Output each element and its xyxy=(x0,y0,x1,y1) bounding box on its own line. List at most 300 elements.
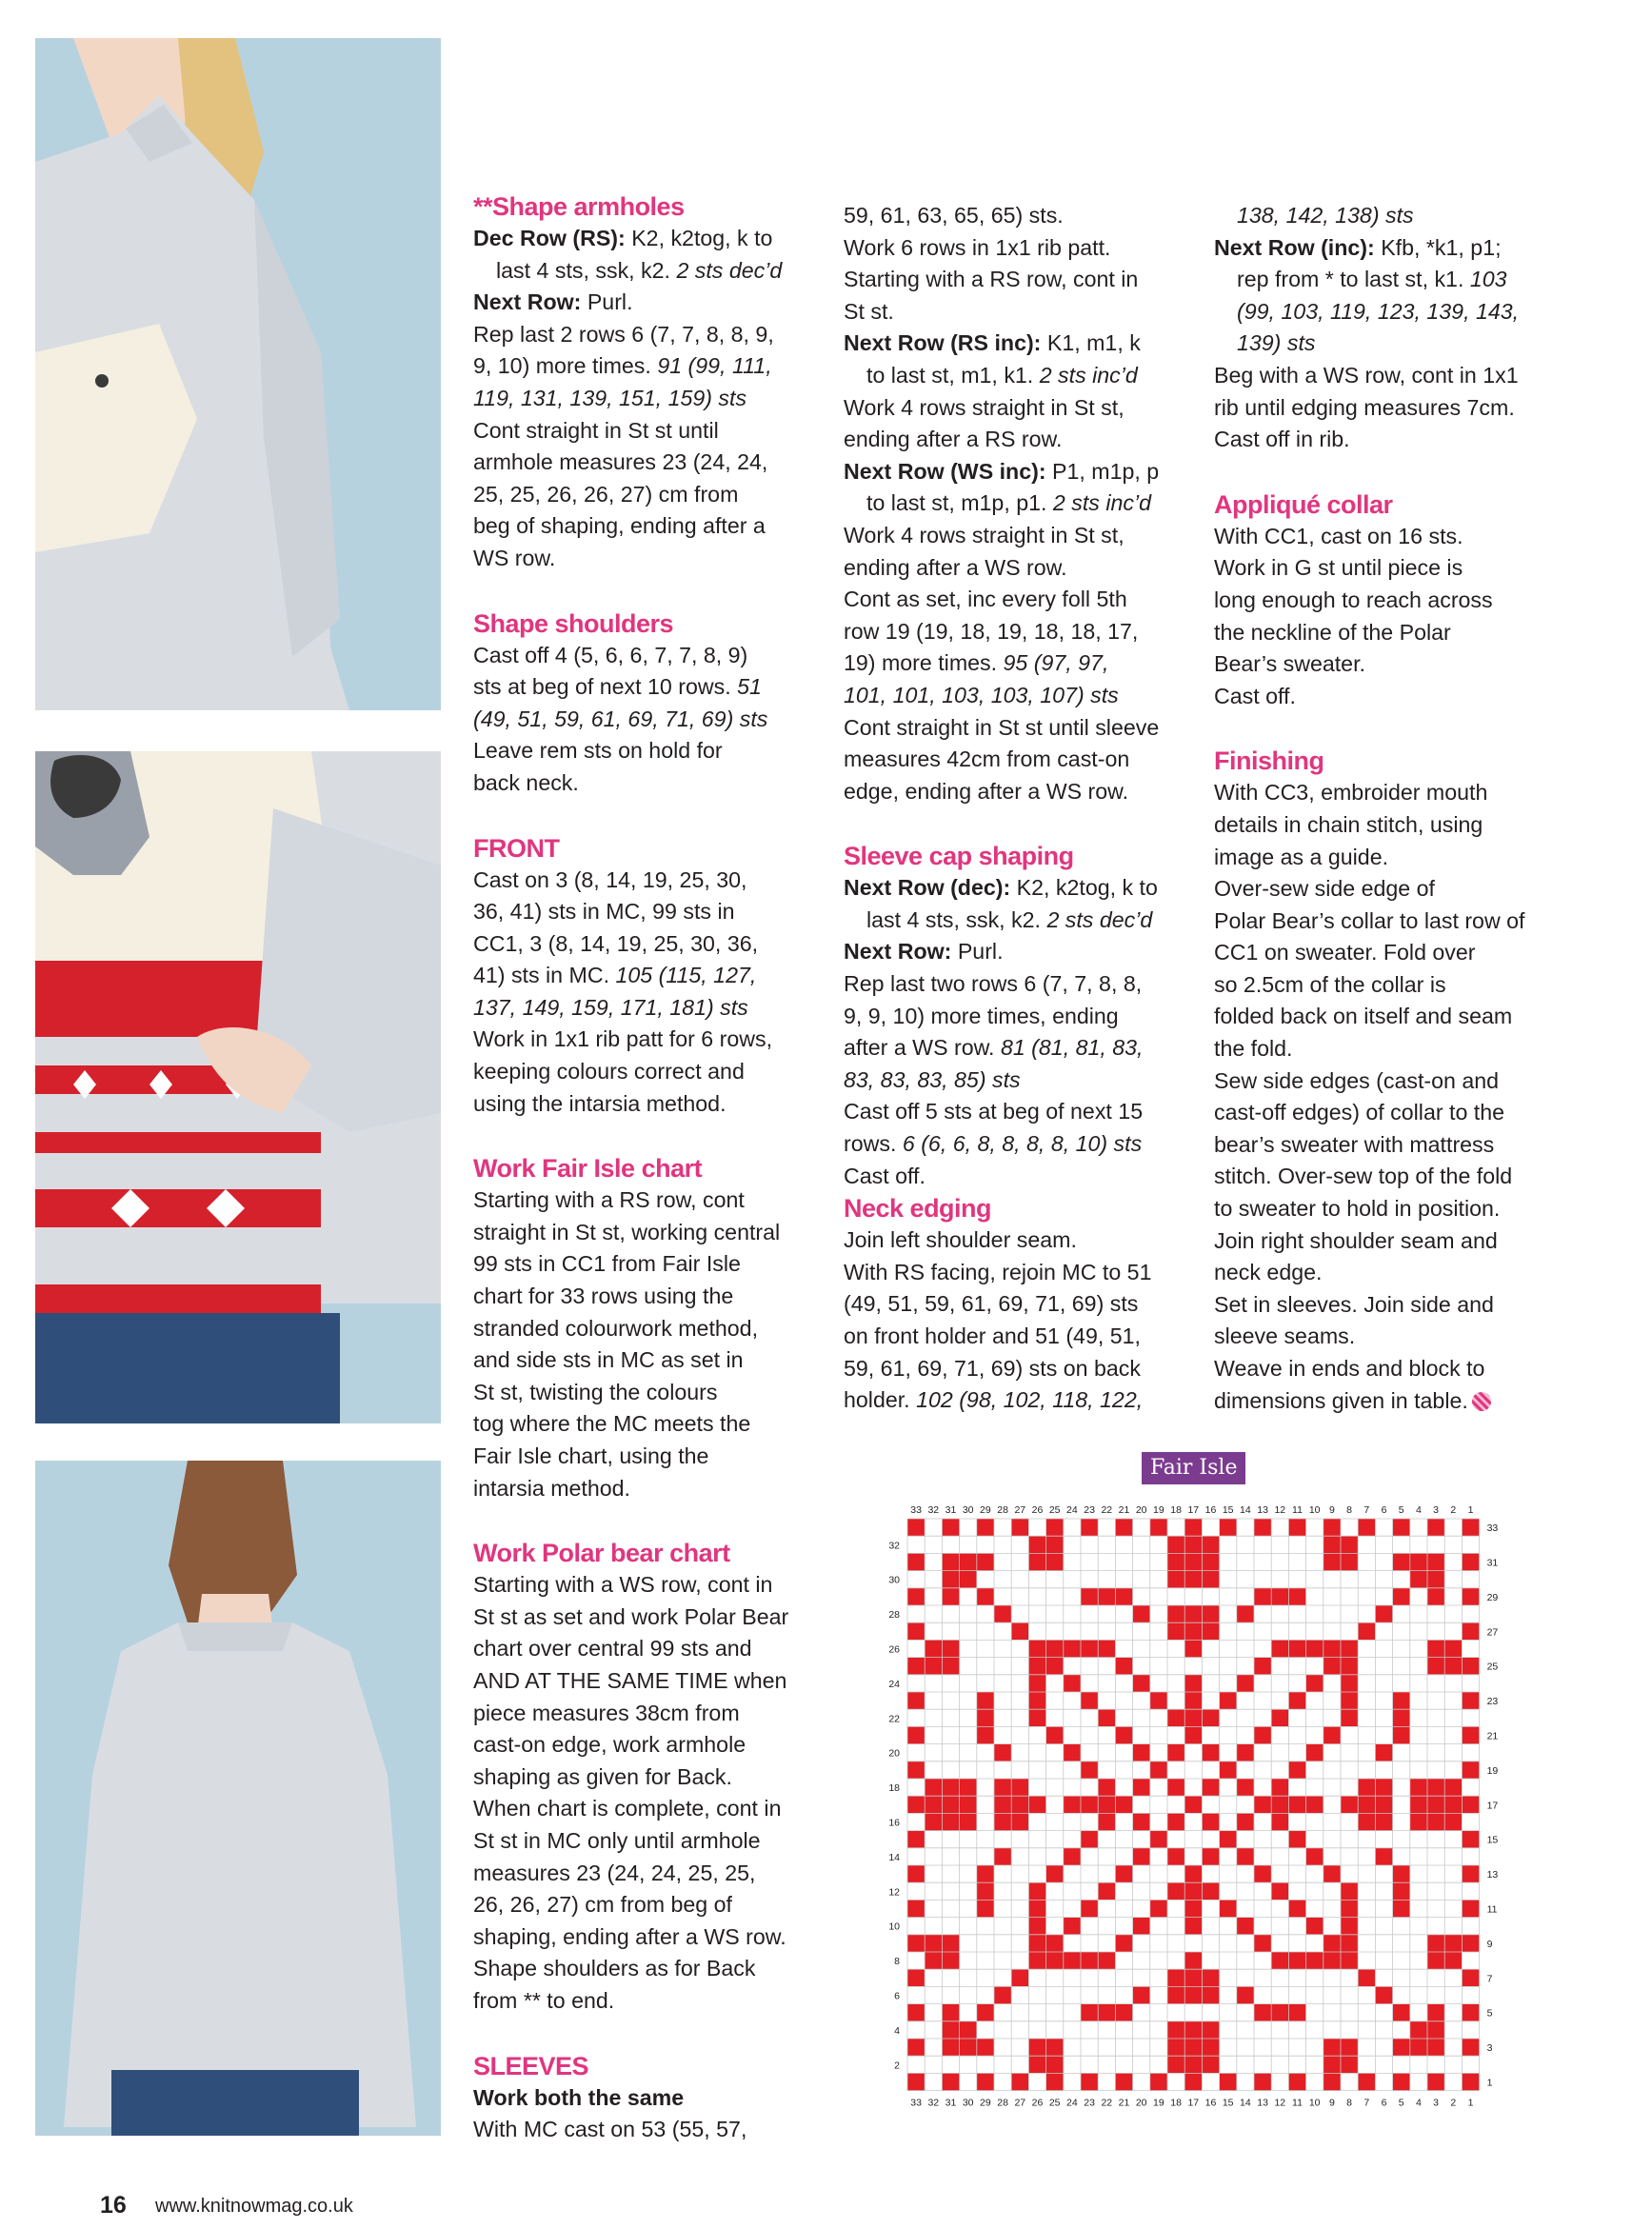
text-line: stitch. Over-sew top of the fold xyxy=(1214,1164,1513,1189)
row-number-label: 23 xyxy=(1486,1696,1499,1708)
chart-stitch xyxy=(1133,1986,1150,2003)
text-line: Cast on 3 (8, 14, 19, 25, 30, xyxy=(473,866,747,892)
chart-stitch xyxy=(1393,1709,1410,1726)
text-line: straight in St st, working central xyxy=(473,1219,781,1244)
chart-stitch xyxy=(1462,1831,1479,1848)
chart-stitch xyxy=(1324,1519,1341,1536)
chart-stitch xyxy=(1254,2004,1271,2021)
column-number-label: 29 xyxy=(980,1504,991,1516)
chart-stitch xyxy=(942,1935,959,1952)
chart-stitch xyxy=(1202,1553,1219,1570)
text-line: the neckline of the Polar xyxy=(1214,619,1451,645)
chart-stitch xyxy=(1462,1692,1479,1709)
chart-stitch xyxy=(1254,1935,1271,1952)
chart-stitch xyxy=(1393,1900,1410,1917)
chart-stitch xyxy=(907,1761,925,1779)
text-line: Cast off 5 sts at beg of next 15 xyxy=(844,1099,1144,1124)
chart-stitch xyxy=(1427,1519,1444,1536)
chart-stitch xyxy=(1150,1900,1167,1917)
text-line: 119, 131, 139, 151, 159) sts xyxy=(473,385,747,410)
chart-stitch xyxy=(1184,1571,1202,1588)
chart-stitch xyxy=(1184,1553,1202,1570)
chart-stitch xyxy=(1237,1918,1254,1935)
text-line: Cast off. xyxy=(844,1163,926,1188)
chart-stitch xyxy=(1220,1831,1237,1848)
chart-stitch xyxy=(942,1813,959,1830)
chart-stitch xyxy=(1011,1779,1028,1796)
column-number-label: 7 xyxy=(1363,2097,1370,2109)
chart-stitch xyxy=(1306,1640,1324,1657)
text-line: AND AT THE SAME TIME when xyxy=(473,1667,787,1693)
chart-stitch xyxy=(942,1571,959,1588)
chart-stitch xyxy=(1237,1779,1254,1796)
row-number-label: 7 xyxy=(1486,1973,1493,1985)
row-number-label: 25 xyxy=(1486,1661,1499,1673)
chart-stitch xyxy=(994,1986,1011,2003)
chart-stitch xyxy=(1167,1986,1184,2003)
chart-stitch xyxy=(1028,1640,1045,1657)
chart-stitch xyxy=(1341,1675,1358,1692)
chart-stitch xyxy=(1028,1536,1045,1553)
chart-stitch xyxy=(960,1813,977,1830)
column-number-label: 19 xyxy=(1153,2097,1164,2109)
column-number-label: 10 xyxy=(1308,1504,1321,1516)
chart-stitch xyxy=(1410,1553,1427,1570)
chart-stitch xyxy=(1115,1796,1132,1813)
chart-stitch xyxy=(1410,1571,1427,1588)
chart-stitch xyxy=(1028,1658,1045,1675)
chart-stitch xyxy=(977,2073,994,2090)
text-line: CC1, 3 (8, 14, 19, 25, 30, 36, xyxy=(473,930,759,956)
chart-stitch xyxy=(1220,1761,1237,1779)
chart-stitch xyxy=(1324,2056,1341,2073)
column-number-label: 17 xyxy=(1187,2097,1200,2109)
text-line: back neck. xyxy=(473,769,579,795)
chart-stitch xyxy=(1046,1952,1064,1969)
chart-stitch xyxy=(1462,1796,1479,1813)
chart-stitch xyxy=(1462,1865,1479,1882)
column-number-label: 22 xyxy=(1101,1504,1113,1516)
chart-stitch xyxy=(1341,1692,1358,1709)
chart-stitch xyxy=(1167,1779,1184,1796)
text-line: (49, 51, 59, 61, 69, 71, 69) sts xyxy=(844,1291,1139,1317)
text-line: sleeve seams. xyxy=(1214,1323,1356,1349)
text-line: With CC3, embroider mouth xyxy=(1214,780,1488,806)
heading-neck-edging: Neck edging xyxy=(844,1194,992,1224)
chart-stitch xyxy=(1288,1952,1305,1969)
chart-stitch xyxy=(1046,2073,1064,2090)
chart-stitch xyxy=(1133,1779,1150,1796)
text-line: and side sts in MC as set in xyxy=(473,1347,744,1373)
chart-stitch xyxy=(1150,2073,1167,2090)
text-line: When chart is complete, cont in xyxy=(473,1796,782,1821)
text-line: rep from * to last st, k1. 103 xyxy=(1237,267,1507,292)
chart-stitch xyxy=(1098,1796,1115,1813)
chart-stitch xyxy=(1237,1675,1254,1692)
column-number-label: 8 xyxy=(1346,2097,1353,2109)
chart-stitch xyxy=(1098,1640,1115,1657)
text-line: 137, 149, 159, 171, 181) sts xyxy=(473,994,748,1020)
chart-stitch xyxy=(1393,1865,1410,1882)
column-number-label: 16 xyxy=(1204,1504,1217,1516)
chart-stitch xyxy=(1341,1658,1358,1675)
chart-stitch xyxy=(1115,2073,1132,2090)
chart-stitch xyxy=(1167,1605,1184,1622)
chart-stitch xyxy=(1081,1692,1098,1709)
chart-stitch xyxy=(1028,1709,1045,1726)
column-number-label: 21 xyxy=(1118,2097,1130,2109)
chart-stitch xyxy=(1288,1588,1305,1605)
chart-stitch xyxy=(1254,1865,1271,1882)
text-line: Over-sew side edge of xyxy=(1214,876,1435,902)
chart-stitch xyxy=(1081,2073,1098,2090)
chart-stitch xyxy=(960,1553,977,1570)
text-line: to sweater to hold in position. xyxy=(1214,1196,1501,1222)
text-line: the fold. xyxy=(1214,1036,1293,1062)
text-line: Bear’s sweater. xyxy=(1214,651,1365,677)
text-line: Polar Bear’s collar to last row of xyxy=(1214,907,1525,933)
chart-stitch xyxy=(1064,1640,1081,1657)
chart-stitch xyxy=(907,1553,925,1570)
chart-stitch xyxy=(907,1865,925,1882)
text-line: folded back on itself and seam xyxy=(1214,1004,1513,1029)
column-1 xyxy=(473,190,827,2146)
chart-stitch xyxy=(925,1796,942,1813)
heading-sleeve-cap-shaping: Sleeve cap shaping xyxy=(844,842,1074,871)
chart-stitch xyxy=(1341,1536,1358,1553)
chart-stitch xyxy=(1271,1588,1288,1605)
heading-shape-armholes: **Shape armholes xyxy=(473,192,685,221)
chart-stitch xyxy=(1046,2039,1064,2056)
chart-stitch xyxy=(1358,2073,1375,2090)
row-number-label: 33 xyxy=(1486,1522,1499,1535)
chart-stitch xyxy=(907,1658,925,1675)
text-line: ending after a WS row. xyxy=(844,554,1067,580)
chart-stitch xyxy=(1115,1865,1132,1882)
row-number-label: 9 xyxy=(1486,1938,1493,1950)
chart-stitch xyxy=(1184,1865,1202,1882)
text-line: sts at beg of next 10 rows. 51 xyxy=(473,674,762,700)
row-number-label: 4 xyxy=(894,2024,900,2037)
column-number-label: 30 xyxy=(962,1504,974,1516)
text-line: beg of shaping, ending after a xyxy=(473,513,766,539)
chart-stitch xyxy=(1462,1658,1479,1675)
chart-stitch xyxy=(942,1640,959,1657)
chart-stitch xyxy=(1081,1588,1098,1605)
chart-stitch xyxy=(1202,1605,1219,1622)
heading-shape-shoulders: Shape shoulders xyxy=(473,608,674,638)
text-line: after a WS row. 81 (81, 81, 83, xyxy=(844,1035,1144,1061)
chart-stitch xyxy=(1427,1658,1444,1675)
chart-stitch xyxy=(942,1658,959,1675)
column-number-label: 4 xyxy=(1415,2097,1422,2109)
column-number-label: 32 xyxy=(927,1504,940,1516)
chart-stitch xyxy=(960,1779,977,1796)
heading-front: FRONT xyxy=(473,833,560,863)
column-number-label: 14 xyxy=(1240,2097,1251,2109)
chart-stitch xyxy=(1184,1969,1202,1986)
text-line: bear’s sweater with mattress xyxy=(1214,1131,1495,1157)
chart-stitch xyxy=(1462,1519,1479,1536)
text-line: Join right shoulder seam and xyxy=(1214,1227,1498,1253)
chart-stitch xyxy=(1271,1952,1288,1969)
chart-stitch xyxy=(1202,2039,1219,2056)
chart-stitch xyxy=(1306,1675,1324,1692)
chart-stitch xyxy=(1115,1726,1132,1743)
text-line: 59, 61, 63, 65, 65) sts. xyxy=(844,203,1064,228)
text-line: row 19 (19, 18, 19, 18, 18, 17, xyxy=(844,618,1139,644)
chart-stitch xyxy=(1064,1675,1081,1692)
text-line: With MC cast on 53 (55, 57, xyxy=(473,2117,747,2142)
column-number-label: 21 xyxy=(1118,1504,1130,1516)
chart-stitch xyxy=(1254,1519,1271,1536)
chart-stitch xyxy=(1202,2056,1219,2073)
chart-stitch xyxy=(1167,1553,1184,1570)
chart-stitch xyxy=(1098,2004,1115,2021)
chart-stitch xyxy=(1288,1900,1305,1917)
chart-stitch xyxy=(907,1831,925,1848)
chart-stitch xyxy=(1167,1709,1184,1726)
chart-stitch xyxy=(1410,1796,1427,1813)
row-number-label: 27 xyxy=(1486,1626,1499,1639)
chart-stitch xyxy=(1098,1709,1115,1726)
text-line: tog where the MC meets the xyxy=(473,1411,751,1437)
row-number-label: 29 xyxy=(1486,1591,1499,1603)
chart-stitch xyxy=(907,1969,925,1986)
chart-stitch xyxy=(1288,1640,1305,1657)
row-number-label: 31 xyxy=(1486,1557,1499,1569)
text-line: long enough to reach across xyxy=(1214,587,1493,612)
column-number-label: 13 xyxy=(1257,2097,1268,2109)
text-line: Cont as set, inc every foll 5th xyxy=(844,587,1127,612)
chart-stitch xyxy=(1184,1709,1202,1726)
row-number-label: 32 xyxy=(888,1540,900,1552)
column-number-label: 33 xyxy=(910,1504,922,1516)
text-line: Rep last two rows 6 (7, 7, 8, 8, xyxy=(844,971,1143,997)
chart-stitch xyxy=(1167,1744,1184,1761)
column-number-label: 1 xyxy=(1467,2097,1474,2109)
chart-stitch xyxy=(1427,1571,1444,1588)
chart-stitch xyxy=(1167,1882,1184,1900)
chart-stitch xyxy=(1202,1882,1219,1900)
chart-stitch xyxy=(1046,1640,1064,1657)
chart-stitch xyxy=(1358,1813,1375,1830)
row-number-label: 11 xyxy=(1486,1903,1498,1916)
column-number-label: 9 xyxy=(1328,1504,1335,1516)
chart-stitch xyxy=(1150,1761,1167,1779)
chart-stitch xyxy=(1081,1761,1098,1779)
chart-stitch xyxy=(960,2039,977,2056)
text-line: cast-off edges) of collar to the xyxy=(1214,1100,1505,1125)
chart-stitch xyxy=(977,1692,994,1709)
column-number-label: 30 xyxy=(962,2097,974,2109)
text-line: holder. 102 (98, 102, 118, 122, xyxy=(844,1387,1144,1413)
chart-stitch xyxy=(1202,1813,1219,1830)
chart-stitch xyxy=(1410,2021,1427,2039)
chart-stitch xyxy=(1133,1813,1150,1830)
chart-stitch xyxy=(1133,1675,1150,1692)
chart-stitch xyxy=(1046,1536,1064,1553)
column-number-label: 13 xyxy=(1257,1504,1268,1516)
column-number-label: 19 xyxy=(1153,1504,1164,1516)
column-number-label: 1 xyxy=(1467,1504,1474,1516)
chart-stitch xyxy=(1358,1796,1375,1813)
chart-stitch xyxy=(1011,2073,1028,2090)
chart-stitch xyxy=(1393,2073,1410,2090)
chart-stitch xyxy=(977,1588,994,1605)
column-number-label: 11 xyxy=(1292,1504,1303,1516)
column-number-label: 20 xyxy=(1135,2097,1147,2109)
next-row: Next Row: Purl. xyxy=(844,939,1004,965)
text-line: Shape shoulders as for Back xyxy=(473,1956,756,1981)
column-number-label: 5 xyxy=(1398,2097,1404,2109)
chart-stitch xyxy=(1115,1588,1132,1605)
chart-stitch xyxy=(1393,1519,1410,1536)
column-number-label: 23 xyxy=(1084,1504,1095,1516)
chart-stitch xyxy=(1167,1622,1184,1640)
chart-stitch xyxy=(942,2073,959,2090)
chart-stitch xyxy=(1028,1918,1045,1935)
chart-stitch xyxy=(1098,1588,1115,1605)
row-number-label: 6 xyxy=(894,1990,900,2002)
chart-stitch xyxy=(1028,1882,1045,1900)
chart-stitch xyxy=(1288,1796,1305,1813)
row-number-label: 18 xyxy=(888,1782,900,1795)
text-line: to last st, m1, k1. 2 sts inc’d xyxy=(866,362,1138,388)
chart-stitch xyxy=(1444,1779,1462,1796)
row-number-label: 24 xyxy=(888,1678,900,1690)
text-line: measures 42cm from cast-on xyxy=(844,746,1130,772)
column-number-label: 24 xyxy=(1066,2097,1078,2109)
next-row-inc: Next Row (inc): Kfb, *k1, p1; xyxy=(1214,234,1502,260)
chart-stitch xyxy=(907,1726,925,1743)
chart-stitch xyxy=(1341,1796,1358,1813)
chart-stitch xyxy=(1306,1796,1324,1813)
text-line: dimensions given in table. xyxy=(1214,1385,1568,1418)
text-line: Beg with a WS row, cont in 1x1 xyxy=(1214,362,1519,388)
text-line: Starting with a WS row, cont in xyxy=(473,1572,773,1598)
chart-stitch xyxy=(994,1796,1011,1813)
text-line: Work in G st until piece is xyxy=(1214,555,1463,581)
sweater-closeup-photo xyxy=(35,751,441,1423)
chart-stitch xyxy=(977,1726,994,1743)
chart-stitch xyxy=(1462,1553,1479,1570)
text-line: shaping, ending after a WS row. xyxy=(473,1923,786,1949)
text-line: Cast off in rib. xyxy=(1214,427,1350,452)
chart-stitch xyxy=(1133,1605,1150,1622)
column-2 xyxy=(844,190,1198,1417)
text-line: Fair Isle chart, using the xyxy=(473,1443,709,1468)
chart-stitch xyxy=(907,2073,925,2090)
chart-stitch xyxy=(1427,1588,1444,1605)
chart-stitch xyxy=(907,1622,925,1640)
column-number-label: 14 xyxy=(1240,1504,1251,1516)
column-number-label: 26 xyxy=(1031,1504,1044,1516)
row-number-label: 12 xyxy=(888,1886,900,1899)
chart-stitch xyxy=(1358,1519,1375,1536)
chart-stitch xyxy=(1306,1918,1324,1935)
chart-stitch xyxy=(1064,1952,1081,1969)
chart-stitch xyxy=(907,1900,925,1917)
chart-stitch xyxy=(1427,2004,1444,2021)
chart-stitch xyxy=(1324,1865,1341,1882)
chart-stitch xyxy=(1081,2004,1098,2021)
chart-stitch xyxy=(1462,2039,1479,2056)
chart-stitch xyxy=(1393,1726,1410,1743)
row-number-label: 16 xyxy=(888,1817,900,1829)
chart-stitch xyxy=(1167,1969,1184,1986)
chart-stitch xyxy=(1202,1709,1219,1726)
text-line: 138, 142, 138) sts xyxy=(1237,203,1414,228)
row-number-label: 28 xyxy=(888,1609,900,1622)
chart-stitch xyxy=(1184,1622,1202,1640)
chart-stitch xyxy=(1341,1900,1358,1917)
chart-stitch xyxy=(1046,1658,1064,1675)
text-line: Cont straight in St st until sleeve xyxy=(844,714,1160,740)
chart-stitch xyxy=(1462,1935,1479,1952)
chart-stitch xyxy=(1098,1813,1115,1830)
text-line: WS row. xyxy=(473,545,556,570)
chart-stitch xyxy=(1167,2021,1184,2039)
text-line: 139) sts xyxy=(1237,330,1316,356)
column-number-label: 18 xyxy=(1170,1504,1182,1516)
website-url[interactable]: www.knitnowmag.co.uk xyxy=(155,2196,353,2217)
chart-stitch xyxy=(1324,1553,1341,1570)
chart-stitch xyxy=(960,1796,977,1813)
chart-stitch xyxy=(1046,1935,1064,1952)
chart-stitch xyxy=(1081,1952,1098,1969)
chart-stitch xyxy=(1028,1796,1045,1813)
chart-stitch xyxy=(1444,1813,1462,1830)
chart-stitch xyxy=(1393,1588,1410,1605)
chart-stitch xyxy=(1064,1848,1081,1865)
text-line: Sew side edges (cast-on and xyxy=(1214,1067,1500,1093)
chart-stitch xyxy=(1427,2039,1444,2056)
chart-stitch xyxy=(925,1658,942,1675)
column-number-label: 28 xyxy=(997,2097,1008,2109)
chart-stitch xyxy=(1271,1813,1288,1830)
chart-stitch xyxy=(942,1553,959,1570)
text-line: chart over central 99 sts and xyxy=(473,1636,752,1662)
chart-stitch xyxy=(1046,1865,1064,1882)
column-number-label: 25 xyxy=(1048,2097,1061,2109)
chart-stitch xyxy=(1237,1813,1254,1830)
column-number-label: 27 xyxy=(1014,2097,1026,2109)
text-line: 99 sts in CC1 from Fair Isle xyxy=(473,1251,741,1277)
column-number-label: 31 xyxy=(945,1504,957,1516)
heading-applique-collar: Appliqué collar xyxy=(1214,489,1393,519)
chart-stitch xyxy=(1393,2004,1410,2021)
chart-stitch xyxy=(1184,2073,1202,2090)
chart-stitch xyxy=(1341,1709,1358,1726)
chart-stitch xyxy=(907,2004,925,2021)
chart-stitch xyxy=(1202,1744,1219,1761)
text-line: cast-on edge, work armhole xyxy=(473,1732,746,1758)
text-line: Cont straight in St st until xyxy=(473,417,719,443)
dec-row: Dec Row (RS): K2, k2tog, k to xyxy=(473,226,773,250)
chart-stitch xyxy=(1375,1796,1392,1813)
column-number-label: 17 xyxy=(1187,1504,1200,1516)
chart-stitch xyxy=(1427,2073,1444,2090)
text-line: neck edge. xyxy=(1214,1260,1323,1285)
chart-stitch xyxy=(1271,1796,1288,1813)
chart-stitch xyxy=(1115,1935,1132,1952)
chart-stitch xyxy=(1167,1813,1184,1830)
chart-stitch xyxy=(1028,2056,1045,2073)
text-line: (49, 51, 59, 61, 69, 71, 69) sts xyxy=(473,706,768,731)
chart-stitch xyxy=(1324,1640,1341,1657)
chart-stitch xyxy=(1046,1519,1064,1536)
